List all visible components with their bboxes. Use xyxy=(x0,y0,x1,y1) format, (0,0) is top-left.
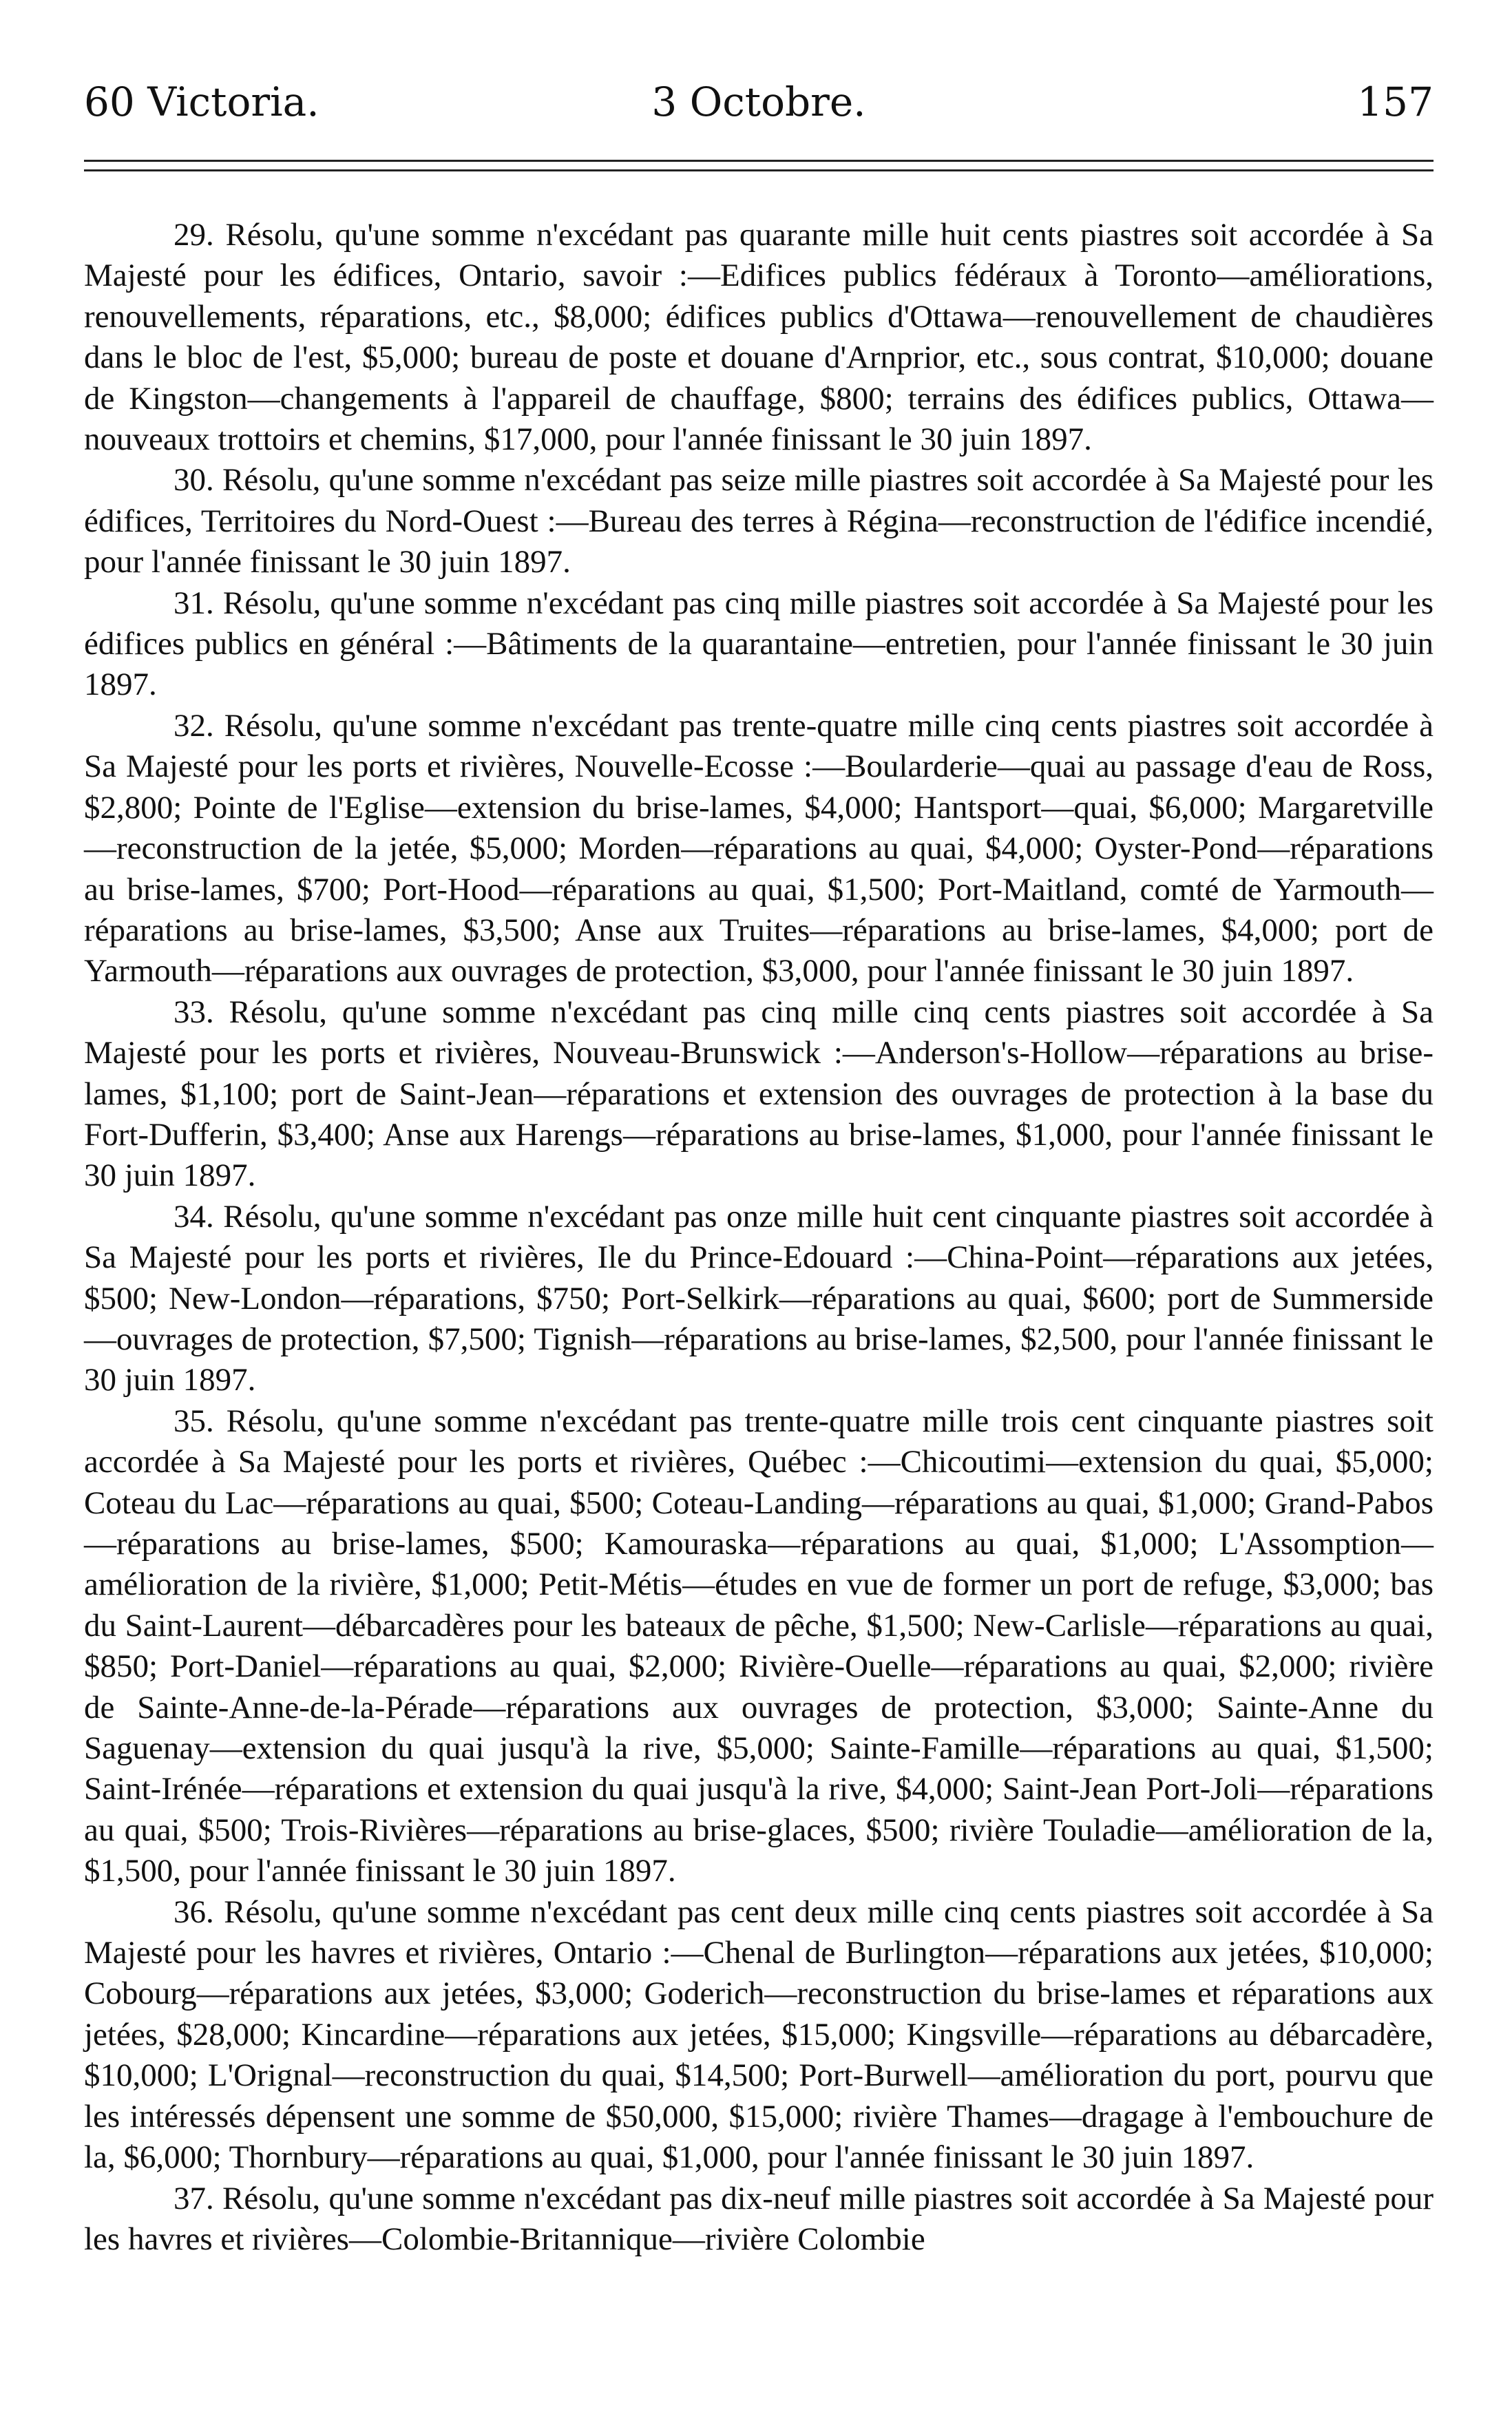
header-date: 3 Octobre. xyxy=(651,78,866,125)
header-rule-bottom xyxy=(84,169,1434,171)
resolution-35: 35. Résolu, qu'une somme n'excédant pas trente-quatre mille trois cent cinquante piastres soit accordée à Sa Majesté pour les ports et rivières, Québec :—Chicoutimi—extension du quai, $5,000; Coteau du Lac—réparations au quai, $500; Coteau-Landing—réparations au quai, $1,000; Grand-Pabos—réparations au brise-lames, $500; Kamouraska—réparations au quai, $1,000; L'Assomption—amélioration de la rivière, $1,000; Petit-Métis—études en vue de former un port de refuge, $3,000; bas du Saint-Laurent—débarcadères pour les bateaux de pêche, $1,500; New-Carlisle—réparations au quai, $850; Port-Daniel—réparations au quai, $2,000; Rivière-Ouelle—réparations au quai, $2,000; rivière de Sainte-Anne-de-la-Pérade—réparations aux ouvrages de protection, $3,000; Sainte-Anne du Saguenay—extension du quai jusqu'à la rive, $5,000; Sainte-Famille—réparations au quai, $1,500; Saint-Irénée—réparations et extension du quai jusqu'à la rive, $4,000; Saint-Jean Port-Joli—réparations au quai, $500; Trois-Rivières—réparations au brise-glaces, $500; rivière Touladie—amélioration de la, $1,500, pour l'année finissant le 30 juin 1897. xyxy=(84,1403,1434,1889)
resolution-36: 36. Résolu, qu'une somme n'excédant pas cent deux mille cinq cents piastres soit accordée à Sa Majesté pour les havres et rivières, Ontario :—Chenal de Burlington—réparations aux jetées, $10,000; Cobourg—réparations aux jetées, $3,000; Goderich—reconstruction du brise-lames et réparations aux jetées, $28,000; Kincardine—réparations aux jetées, $15,000; Kingsville—réparations au débarcadère, $10,000; L'Orignal—reconstruction du quai, $14,500; Port-Burwell—amélioration du port, pourvu que les intéressés dépensent une somme de $50,000, $15,000; rivière Thames—dragage à l'embouchure de la, $6,000; Thornbury—réparations au quai, $1,000, pour l'année finissant le 30 juin 1897. xyxy=(84,1894,1434,2176)
header-rule-top xyxy=(84,160,1434,162)
resolution-29: 29. Résolu, qu'une somme n'excédant pas quarante mille huit cents piastres soit accordée à Sa Majesté pour les édifices, Ontario, savoir :—Edifices publics fédéraux à Toronto—améliorations, renouvellements, réparations, etc., $8,000; édifices publics d'Ottawa—renouvellement de chaudières dans le bloc de l'est, $5,000; bureau de poste et douane d'Arnprior, etc., sous contrat, $10,000; douane de Kingston—changements à l'appareil de chauffage, $800; terrains des édifices publics, Ottawa—nouveaux trottoirs et chemins, $17,000, pour l'année finissant le 30 juin 1897. xyxy=(84,217,1434,458)
resolution-30: 30. Résolu, qu'une somme n'excédant pas seize mille piastres soit accordée à Sa Majesté pour les édifices, Territoires du Nord-Ouest :—Bureau des terres à Régina—reconstruction de l'édifice incendié, pour l'année finissant le 30 juin 1897. xyxy=(84,462,1434,580)
resolution-34: 34. Résolu, qu'une somme n'excédant pas onze mille huit cent cinquante piastres soit accordée à Sa Majesté pour les ports et rivières, Ile du Prince-Edouard :—China-Point—réparations aux jetées, $500; New-London—réparations, $750; Port-Selkirk—réparations au quai, $600; port de Summerside—ouvrages de protection, $7,500; Tignish—réparations au brise-lames, $2,500, pour l'année finissant le 30 juin 1897. xyxy=(84,1198,1434,1398)
resolution-37: 37. Résolu, qu'une somme n'excédant pas dix-neuf mille piastres soit accordée à Sa Majesté pour les havres et rivières—Colombie-Britannique—rivière Colombie xyxy=(84,2180,1434,2257)
page-number: 157 xyxy=(1357,78,1434,125)
header-session: 60 Victoria. xyxy=(84,78,319,125)
resolution-31: 31. Résolu, qu'une somme n'excédant pas cinq mille piastres soit accordée à Sa Majesté pour les édifices publics en général :—Bâtiments de la quarantaine—entretien, pour l'année finissant le 30 juin 1897. xyxy=(84,585,1434,703)
resolution-32: 32. Résolu, qu'une somme n'excédant pas trente-quatre mille cinq cents piastres soit accordée à Sa Majesté pour les ports et rivières, Nouvelle-Ecosse :—Boularderie—quai au passage d'eau de Ross, $2,800; Pointe de l'Eglise—extension du brise-lames, $4,000; Hantsport—quai, $6,000; Margaretville—reconstruction de la jetée, $5,000; Morden—réparations au quai, $4,000; Oyster-Pond—réparations au brise-lames, $700; Port-Hood—réparations au quai, $1,500; Port-Maitland, comté de Yarmouth—réparations au brise-lames, $3,500; Anse aux Truites—réparations au brise-lames, $4,000; port de Yarmouth—réparations aux ouvrages de protection, $3,000, pour l'année finissant le 30 juin 1897. xyxy=(84,707,1434,989)
running-header xyxy=(84,74,1434,129)
resolution-33: 33. Résolu, qu'une somme n'excédant pas cinq mille cinq cents piastres soit accordée à Sa Majesté pour les ports et rivières, Nouveau-Brunswick :—Anderson's-Hollow—réparations au brise-lames, $1,100; port de Saint-Jean—réparations et extension des ouvrages de protection à la base du Fort-Dufferin, $3,400; Anse aux Harengs—réparations au brise-lames, $1,000, pour l'année finissant le 30 juin 1897. xyxy=(84,994,1434,1194)
document-body xyxy=(84,215,1434,2260)
document-page xyxy=(84,0,1434,2423)
